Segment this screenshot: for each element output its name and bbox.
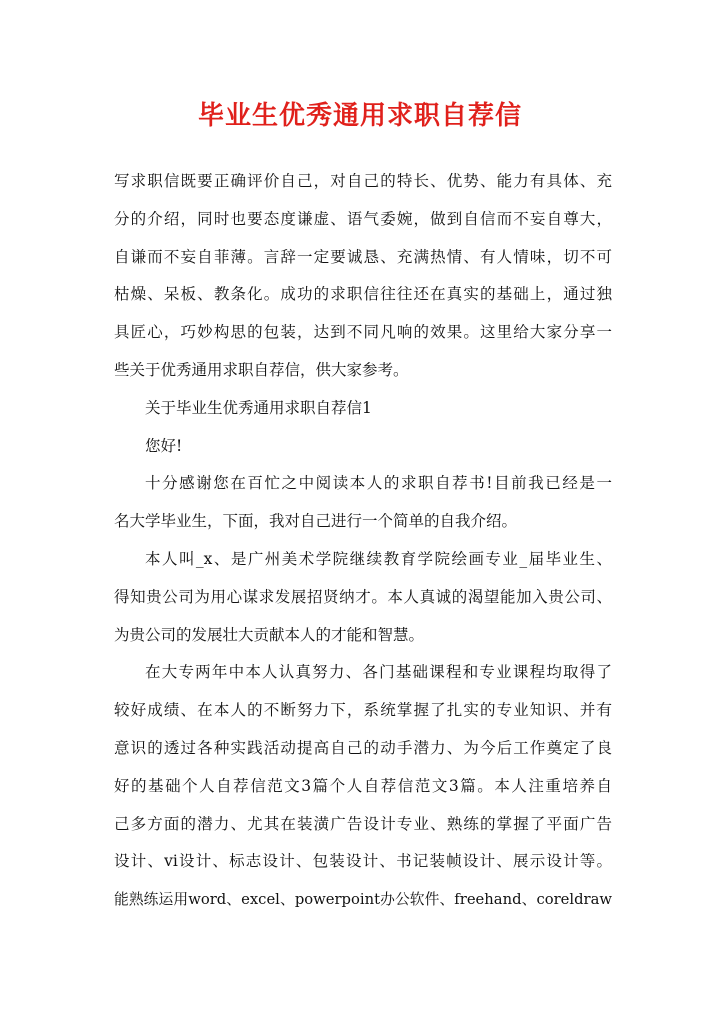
body-line: 些关于优秀通用求职自荐信，供大家参考。 — [114, 360, 409, 379]
body-line: 关于毕业生优秀通用求职自荐信1 — [145, 398, 372, 417]
body-line: 较好成绩、在本人的不断努力下，系统掌握了扎实的专业知识、并有 — [114, 701, 612, 720]
body-line: 您好! — [145, 436, 183, 455]
body-line: 本人叫_x、是广州美术学院继续教育学院绘画专业_届毕业生、 — [145, 549, 612, 568]
body-line: 好的基础个人自荐信范文3篇个人自荐信范文3篇。本人注重培养自 — [114, 776, 612, 795]
body-line: 名大学毕业生，下面，我对自己进行一个简单的自我介绍。 — [114, 512, 518, 531]
body-line: 为贵公司的发展壮大贡献本人的才能和智慧。 — [114, 625, 425, 644]
document-title: 毕业生优秀通用求职自荐信 — [197, 101, 522, 131]
body-line: 己多方面的潜力、尤其在装潢广告设计专业、熟练的掌握了平面广告 — [114, 814, 612, 833]
body-line: 具匠心，巧妙构思的包装，达到不同凡响的效果。这里给大家分享一 — [114, 323, 612, 342]
body-line: 十分感谢您在百忙之中阅读本人的求职自荐书!目前我已经是一 — [145, 474, 612, 493]
body-line: 自谦而不妄自菲薄。言辞一定要诚恳、充满热情、有人情味，切不可 — [114, 247, 612, 266]
body-line: 设计、vi设计、标志设计、包装设计、书记装帧设计、展示设计等。 — [114, 852, 612, 871]
body-line: 写求职信既要正确评价自己，对自己的特长、优势、能力有具体、充 — [114, 172, 612, 190]
body-line: 意识的透过各种实践活动提高自己的动手潜力、为今后工作奠定了良 — [114, 738, 612, 757]
body-line: 能熟练运用word、excel、powerpoint办公软件、freehand、coreldraw — [114, 891, 612, 909]
body-line: 分的介绍，同时也要态度谦虚、语气委婉，做到自信而不妄自尊大， — [114, 209, 612, 228]
body-line: 枯燥、呆板、教条化。成功的求职信往往还在真实的基础上，通过独 — [114, 285, 612, 304]
document-body — [114, 163, 612, 919]
body-line: 得知贵公司为用心谋求发展招贤纳才。本人真诚的渴望能加入贵公司、 — [114, 587, 612, 606]
body-line: 在大专两年中本人认真努力、各门基础课程和专业课程均取得了 — [145, 663, 612, 682]
